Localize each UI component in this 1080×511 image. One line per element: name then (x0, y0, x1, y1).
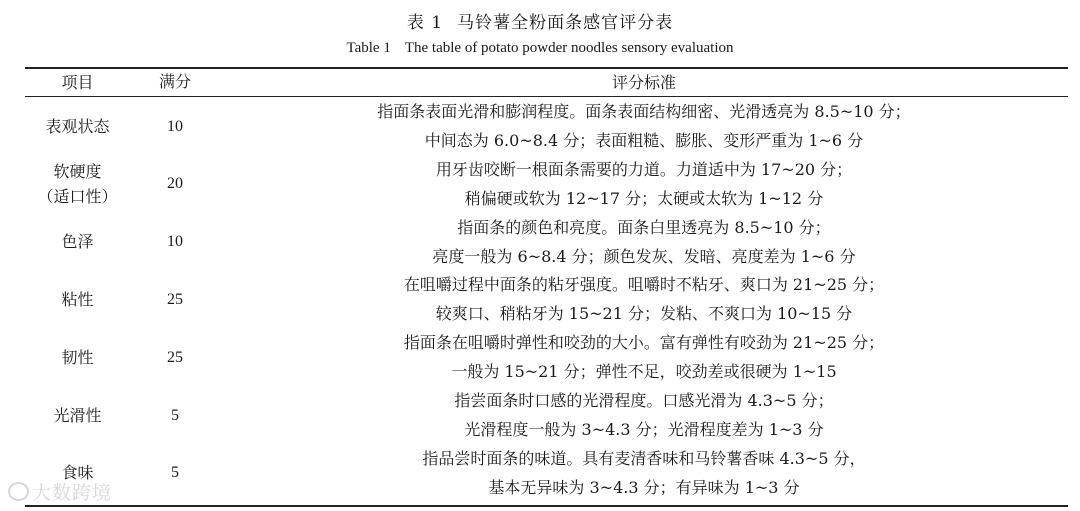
row-criteria-line: 指面条在咀嚼时弹性和咬劲的大小。富有弹性有咬劲为 21~25 分； (403, 333, 885, 353)
table-number-en: Table 1 (346, 40, 391, 56)
table-caption-en (0, 40, 1080, 57)
row-criteria-line: 指面条表面光滑和膨润程度。面条表面结构细密、光滑透亮为 8.5~10 分； (377, 102, 911, 121)
row-criteria-line: 指尝面条时口感的光滑程度。口感光滑为 4.3~5 分； (454, 391, 834, 410)
table-title-cn: 马铃薯全粉面条感官评分表 (457, 13, 674, 33)
header-criteria: 评分标准 (611, 73, 676, 92)
row-criteria-line: 稍偏硬或软为 12~17 分；太硬或太软为 1~12 分 (464, 188, 824, 208)
row-criteria-line: 在咀嚼过程中面条的粘牙强度。咀嚼时不粘牙、爽口为 21~25 分； (403, 275, 885, 295)
row-item (25, 114, 130, 139)
row-criteria-line: 指面条的颜色和亮度。面条白里透亮为 8.5~10 分； (457, 217, 831, 237)
row-item-line: 韧性 (61, 347, 94, 367)
row-score: 5 (171, 406, 179, 424)
row-item-line: 色泽 (61, 232, 94, 252)
table-top-rule (25, 67, 1068, 69)
watermark-logo-icon (8, 482, 29, 501)
header-score: 满分 (158, 74, 191, 91)
row-item (25, 159, 130, 209)
row-score: 10 (167, 233, 183, 251)
row-item (25, 229, 130, 254)
row-score: 25 (167, 348, 183, 366)
row-item-line: 食味 (61, 463, 94, 483)
row-item (25, 345, 130, 370)
row-criteria-line: 较爽口、稍粘牙为 15~21 分；发粘、不爽口为 10~15 分 (435, 304, 853, 324)
watermark-text: 大数跨境 (32, 482, 113, 504)
row-criteria-line: 用牙齿咬断一根面条需要的力道。力道适中为 17~20 分； (435, 159, 853, 179)
row-criteria-line: 指品尝时面条的味道。具有麦清香味和马铃薯香味 4.3~5 分， (422, 448, 866, 468)
row-score: 25 (167, 290, 183, 308)
row-score: 20 (167, 175, 183, 193)
watermark (8, 478, 112, 505)
row-item-line: 软硬度 (53, 161, 102, 181)
row-item-line: 表观状态 (45, 116, 110, 136)
table-bottom-rule (25, 505, 1068, 507)
row-criteria-line: 中间态为 6.0~8.4 分；表面粗糙、膨胀、变形严重为 1~6 分 (424, 131, 864, 150)
row-item-line: （适口性） (37, 186, 118, 206)
row-score: 10 (167, 117, 183, 135)
row-item (25, 287, 130, 312)
row-item-line: 粘性 (61, 289, 94, 309)
row-criteria-line: 光滑程度一般为 3~4.3 分；光滑程度差为 1~3 分 (464, 420, 824, 439)
row-criteria-line: 基本无异味为 3~4.3 分；有异味为 1~3 分 (488, 477, 800, 497)
header-item: 项目 (61, 73, 94, 92)
table-header-rule (25, 96, 1068, 97)
table-caption-cn (0, 8, 1080, 33)
row-item (25, 403, 130, 428)
table-title-en: The table of potato powder noodles sensory evaluation (404, 40, 734, 56)
row-criteria-line: 一般为 15~21 分；弹性不足，咬劲差或很硬为 1~15 (451, 362, 837, 382)
table-number-cn: 表 1 (406, 13, 444, 33)
row-score: 5 (171, 464, 179, 482)
row-item-line: 光滑性 (53, 405, 102, 425)
row-criteria-line: 亮度一般为 6~8.4 分；颜色发灰、发暗、亮度差为 1~6 分 (432, 246, 856, 266)
